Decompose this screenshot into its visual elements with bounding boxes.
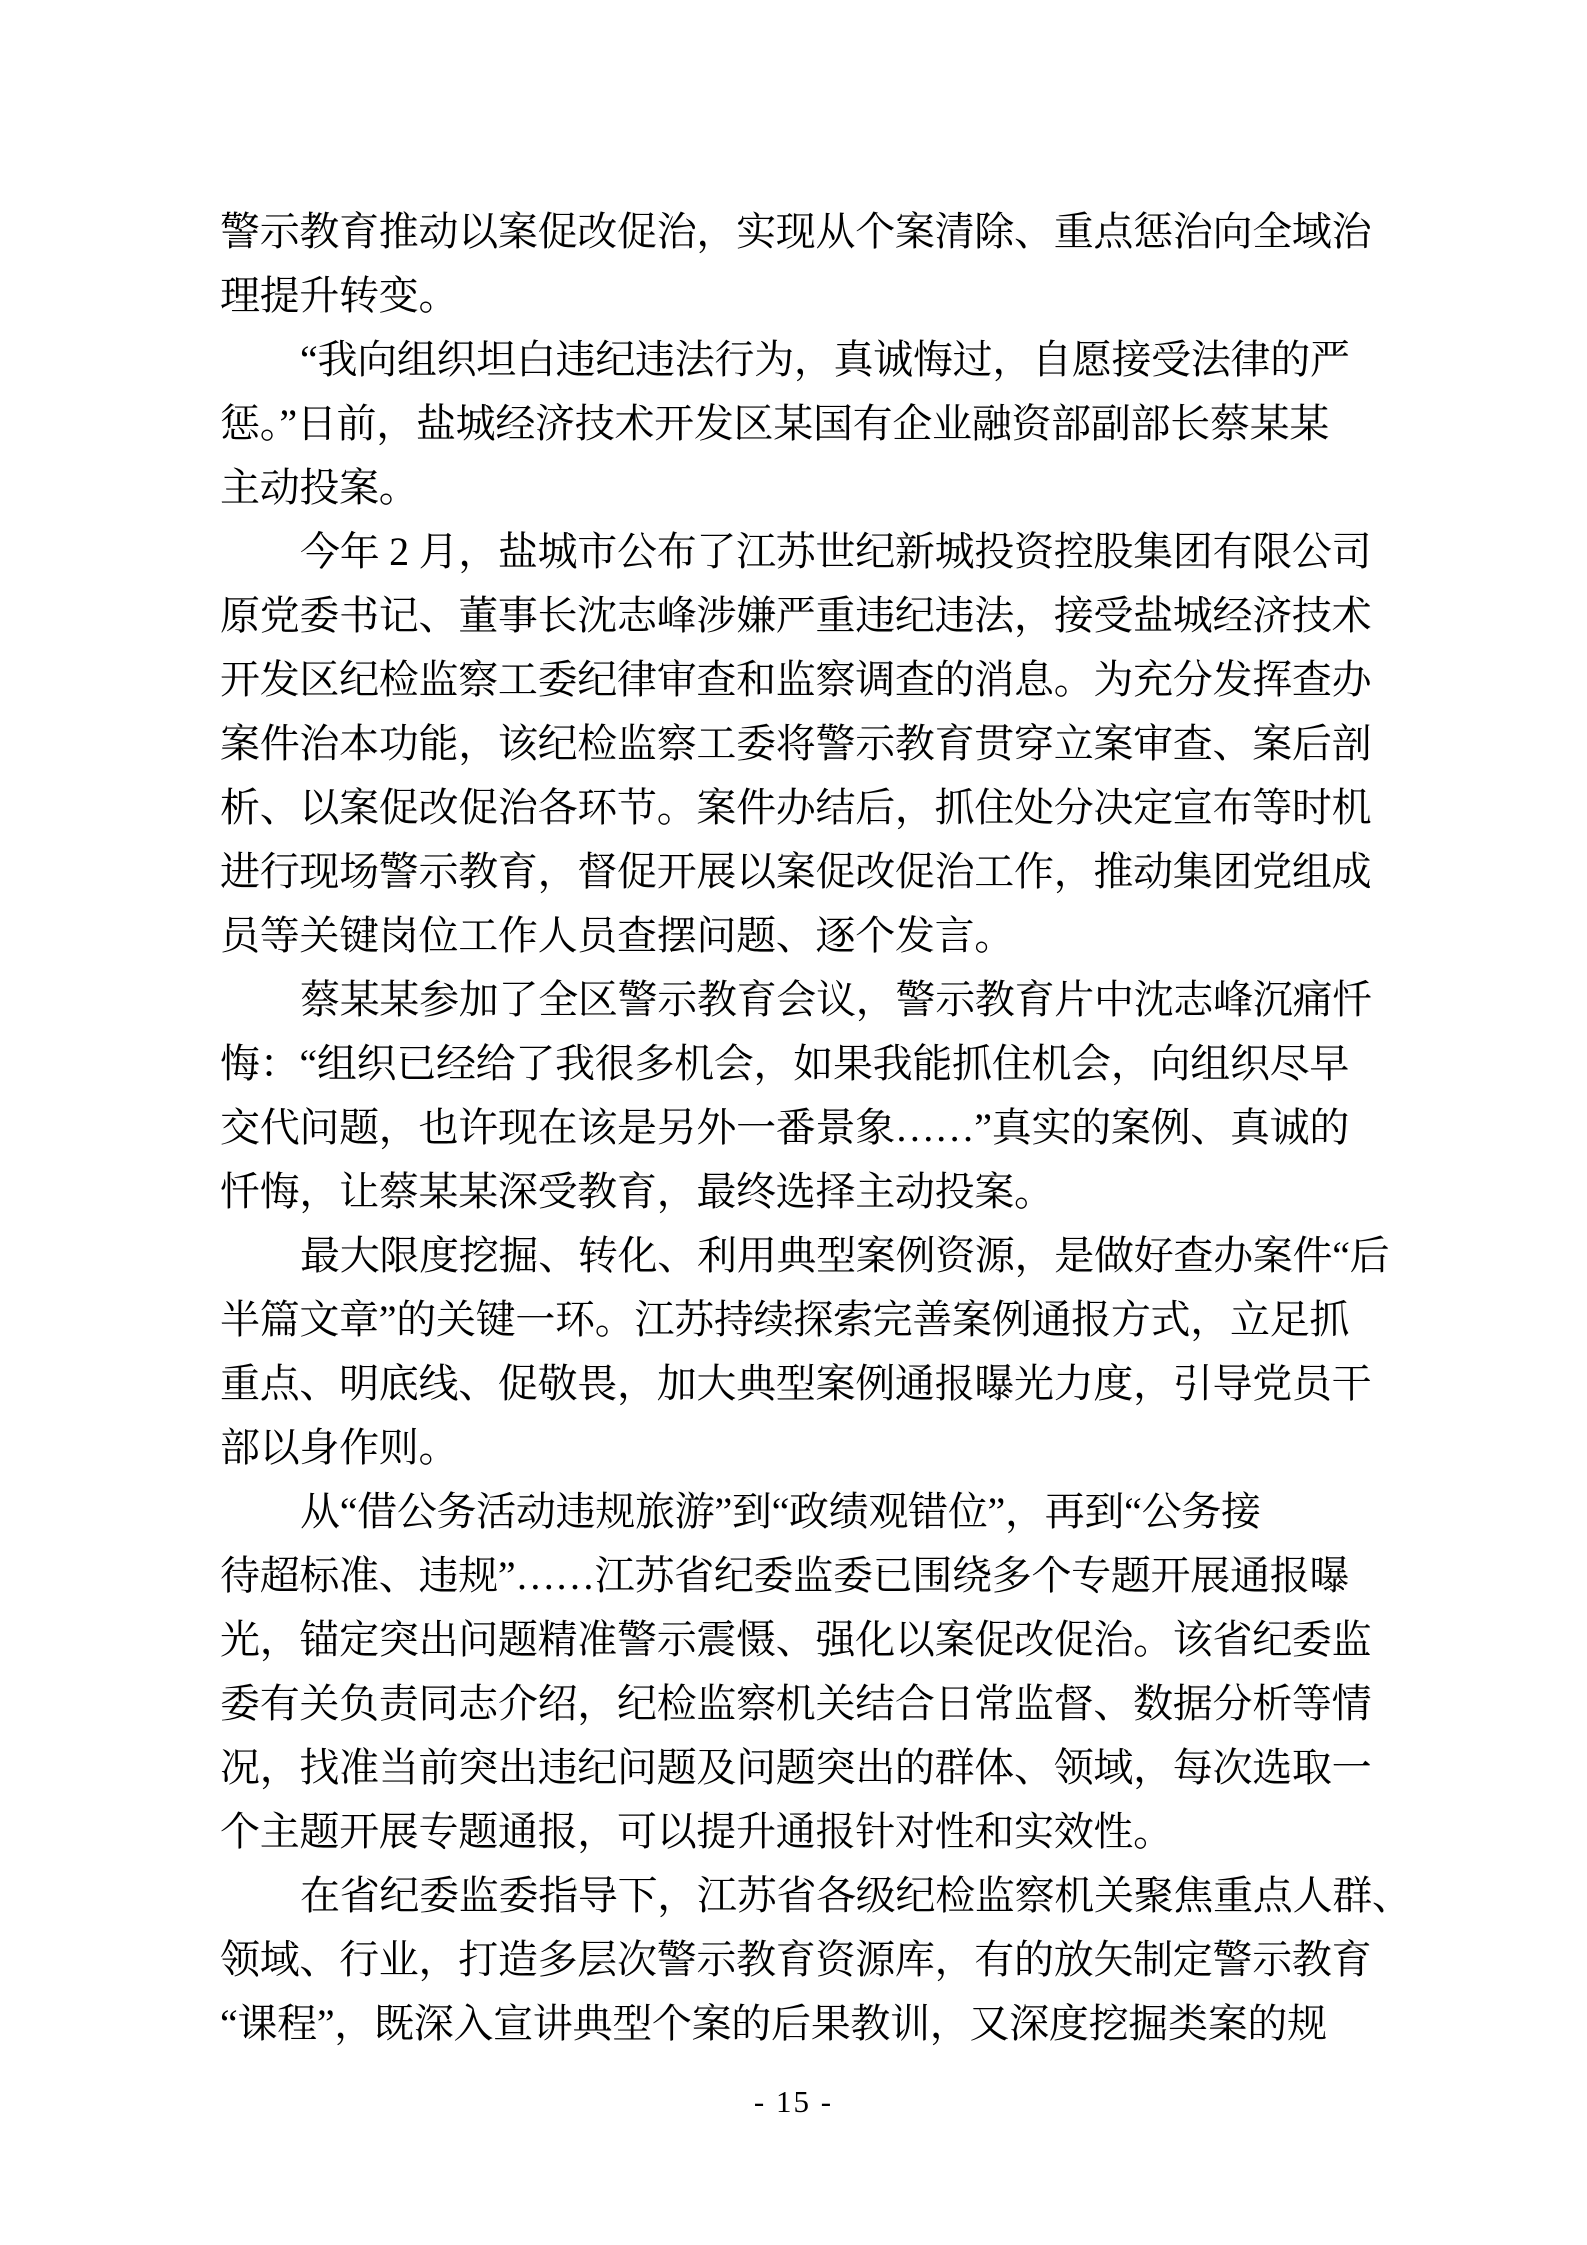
text-line: 员等关键岗位工作人员查摆问题、逐个发言。 xyxy=(220,913,1014,958)
text-line: 从“借公务活动违规旅游”到“政绩观错位”，再到“公务接 xyxy=(300,1489,1261,1534)
text-line: 原党委书记、董事长沈志峰涉嫌严重违纪违法，接受盐城经济技术 xyxy=(220,593,1372,638)
text-line: 最大限度挖掘、转化、利用典型案例资源，是做好查办案件“后 xyxy=(300,1233,1390,1278)
text-line: 部以身作则。 xyxy=(220,1425,459,1470)
text-line: 半篇文章”的关键一环。江苏持续探索完善案例通报方式，立足抓 xyxy=(220,1297,1350,1342)
text-line: 进行现场警示教育，督促开展以案促改促治工作，推动集团党组成 xyxy=(220,849,1372,894)
text-line: 惩。”日前，盐城经济技术开发区某国有企业融资部副部长蔡某某 xyxy=(220,401,1330,446)
text-line: 重点、明底线、促敬畏，加大典型案例通报曝光力度，引导党员干 xyxy=(220,1361,1372,1406)
text-line: 领域、行业，打造多层次警示教育资源库，有的放矢制定警示教育 xyxy=(220,1937,1372,1982)
text-line: 个主题开展专题通报，可以提升通报针对性和实效性。 xyxy=(220,1809,1173,1854)
text-line: 交代问题，也许现在该是另外一番景象……”真实的案例、真诚的 xyxy=(220,1105,1350,1150)
text-line: “课程”，既深入宣讲典型个案的后果教训，又深度挖掘类案的规 xyxy=(220,2001,1327,2046)
text-line: 析、以案促改促治各环节。案件办结后，抓住处分决定宣布等时机 xyxy=(220,785,1372,830)
text-line: 警示教育推动以案促改促治，实现从个案清除、重点惩治向全域治 xyxy=(220,209,1372,254)
text-line: 委有关负责同志介绍，纪检监察机关结合日常监督、数据分析等情 xyxy=(220,1681,1372,1726)
text-line: 光，锚定突出问题精准警示震慑、强化以案促改促治。该省纪委监 xyxy=(220,1617,1372,1662)
text-line: 在省纪委监委指导下，江苏省各级纪检监察机关聚焦重点人群、 xyxy=(300,1873,1412,1918)
text-line: 案件治本功能，该纪检监察工委将警示教育贯穿立案审查、案后剖 xyxy=(220,721,1372,766)
text-line: 主动投案。 xyxy=(220,465,419,510)
text-line: 况，找准当前突出违纪问题及问题突出的群体、领域，每次选取一 xyxy=(220,1745,1372,1790)
text-line: “我向组织坦白违纪违法行为，真诚悔过，自愿接受法律的严 xyxy=(300,337,1350,382)
text-line: 今年 2 月，盐城市公布了江苏世纪新城投资控股集团有限公司 xyxy=(300,529,1372,574)
text-line: 蔡某某参加了全区警示教育会议，警示教育片中沈志峰沉痛忏 xyxy=(300,977,1372,1022)
text-line: 忏悔，让蔡某某深受教育，最终选择主动投案。 xyxy=(220,1169,1054,1214)
page-number: - 15 - xyxy=(753,2084,834,2119)
text-line: 理提升转变。 xyxy=(220,273,459,318)
text-line: 开发区纪检监察工委纪律审查和监察调查的消息。为充分发挥查办 xyxy=(220,657,1372,702)
text-line: 悔：“组织已经给了我很多机会，如果我能抓住机会，向组织尽早 xyxy=(220,1041,1350,1086)
body-text xyxy=(220,200,1412,2056)
text-line: 待超标准、违规”……江苏省纪委监委已围绕多个专题开展通报曝 xyxy=(220,1553,1350,1598)
